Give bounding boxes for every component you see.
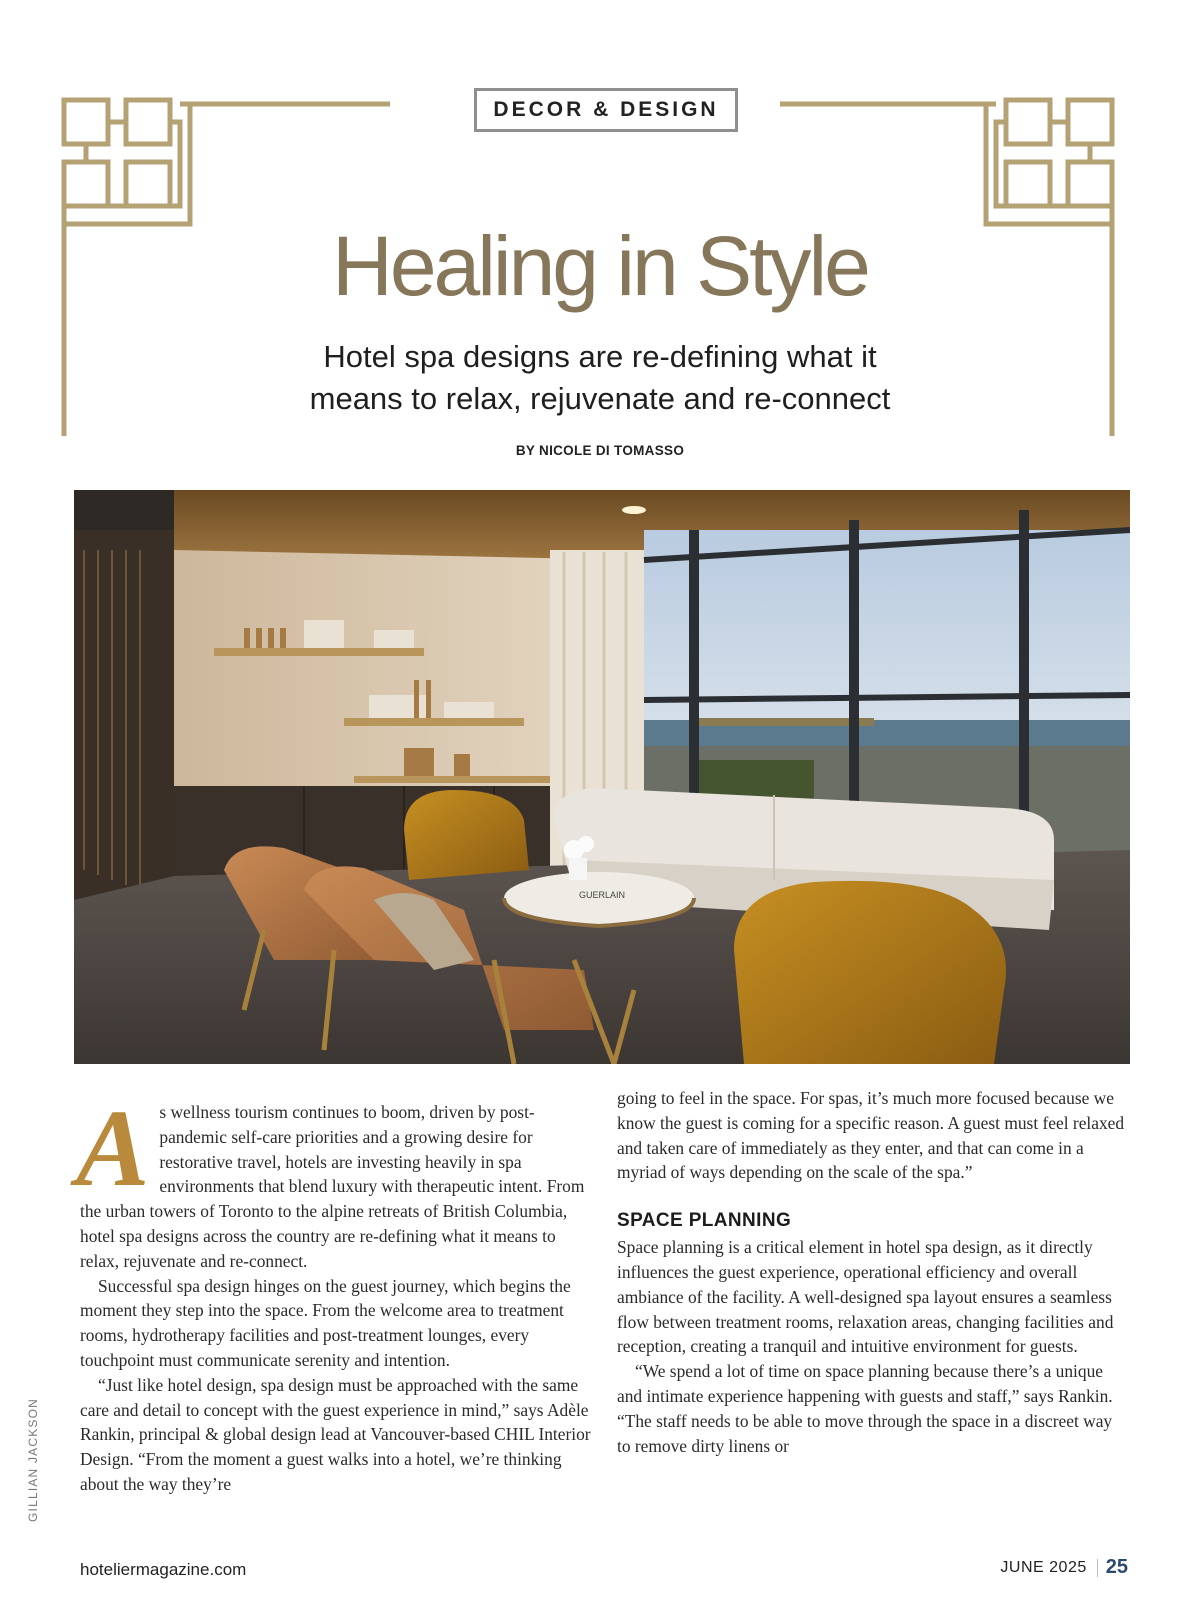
footer-website: hoteliermagazine.com bbox=[80, 1560, 247, 1579]
byline: BY NICOLE DI TOMASSO bbox=[515, 443, 685, 458]
photo-credit bbox=[22, 1397, 46, 1522]
section-tag: DECOR & DESIGN bbox=[474, 88, 738, 132]
dek-line-1: Hotel spa designs are re-defining what it bbox=[323, 339, 877, 374]
table-brand-text: GUERLAIN bbox=[579, 890, 626, 900]
page-number: 25 bbox=[1105, 1556, 1128, 1578]
body-paragraph: Space planning is a critical element in hotel spa design, as it directly influences the guest experience, operational efficiency and overall ambiance of the facility. A well-designed spa layout ensures a seamless flow between treatment rooms, relaxation areas, changing facilities and reception, creating a tranquil and intuitive environment for guests. bbox=[617, 1237, 1114, 1357]
body-paragraph: Successful spa design hinges on the guest journey, which begins the moment they step into the space. From the welcome area to treatment rooms, hydrotherapy facilities and post-treatment lounges, every touchpoint must communicate serenity and intention. bbox=[80, 1275, 571, 1370]
body-column-left bbox=[76, 1087, 592, 1497]
footer-issue: JUNE 2025 bbox=[1000, 1558, 1087, 1576]
body-paragraph: “Just like hotel design, spa design must be approached with the same care and detail to concept with the guest experience in mind,” says Adèle Rankin, principal & global design lead at Vancouver-based CHIL Interior Design. “From the moment a guest walks into a hotel, we’re thinking about the way they’re bbox=[80, 1374, 591, 1494]
feature-photo bbox=[74, 490, 1130, 1064]
dek-line-2: means to relax, rejuvenate and re-connect bbox=[309, 381, 891, 416]
body-paragraph: s wellness tourism continues to boom, driven by post-pandemic self-care priorities and a growing desire for restorative travel, hotels are investing heavily in spa environments that blend luxury with therapeutic intent. From the urban towers of Toronto to the alpine retreats of British Columbia, hotel spa designs across the country are re-defining what it means to relax, rejuvenate and re-connect. bbox=[80, 1102, 585, 1271]
headline: Healing in Style bbox=[332, 219, 868, 313]
footer-folio bbox=[1000, 1556, 1128, 1579]
body-column-right bbox=[617, 1086, 1129, 1458]
subhead-space-planning: SPACE PLANNING bbox=[617, 1210, 792, 1232]
drop-cap: A bbox=[76, 1087, 150, 1209]
footer-divider bbox=[1097, 1559, 1098, 1577]
body-paragraph: going to feel in the space. For spas, it’s much more focused because we know the guest is coming for a specific reason. A guest must feel relaxed and taken care of immediately as they enter, and that can come in a myriad of ways depending on the scale of the spa.” bbox=[617, 1088, 1125, 1183]
dek bbox=[200, 336, 1000, 420]
photo-credit-text: GILLIAN JACKSON bbox=[26, 1397, 40, 1522]
body-paragraph: “We spend a lot of time on space planning because there’s a unique and intimate experience happening with guests and staff,” says Rankin. “The staff needs to be able to move through the space in a discreet way to remove dirty linens or bbox=[617, 1361, 1113, 1456]
